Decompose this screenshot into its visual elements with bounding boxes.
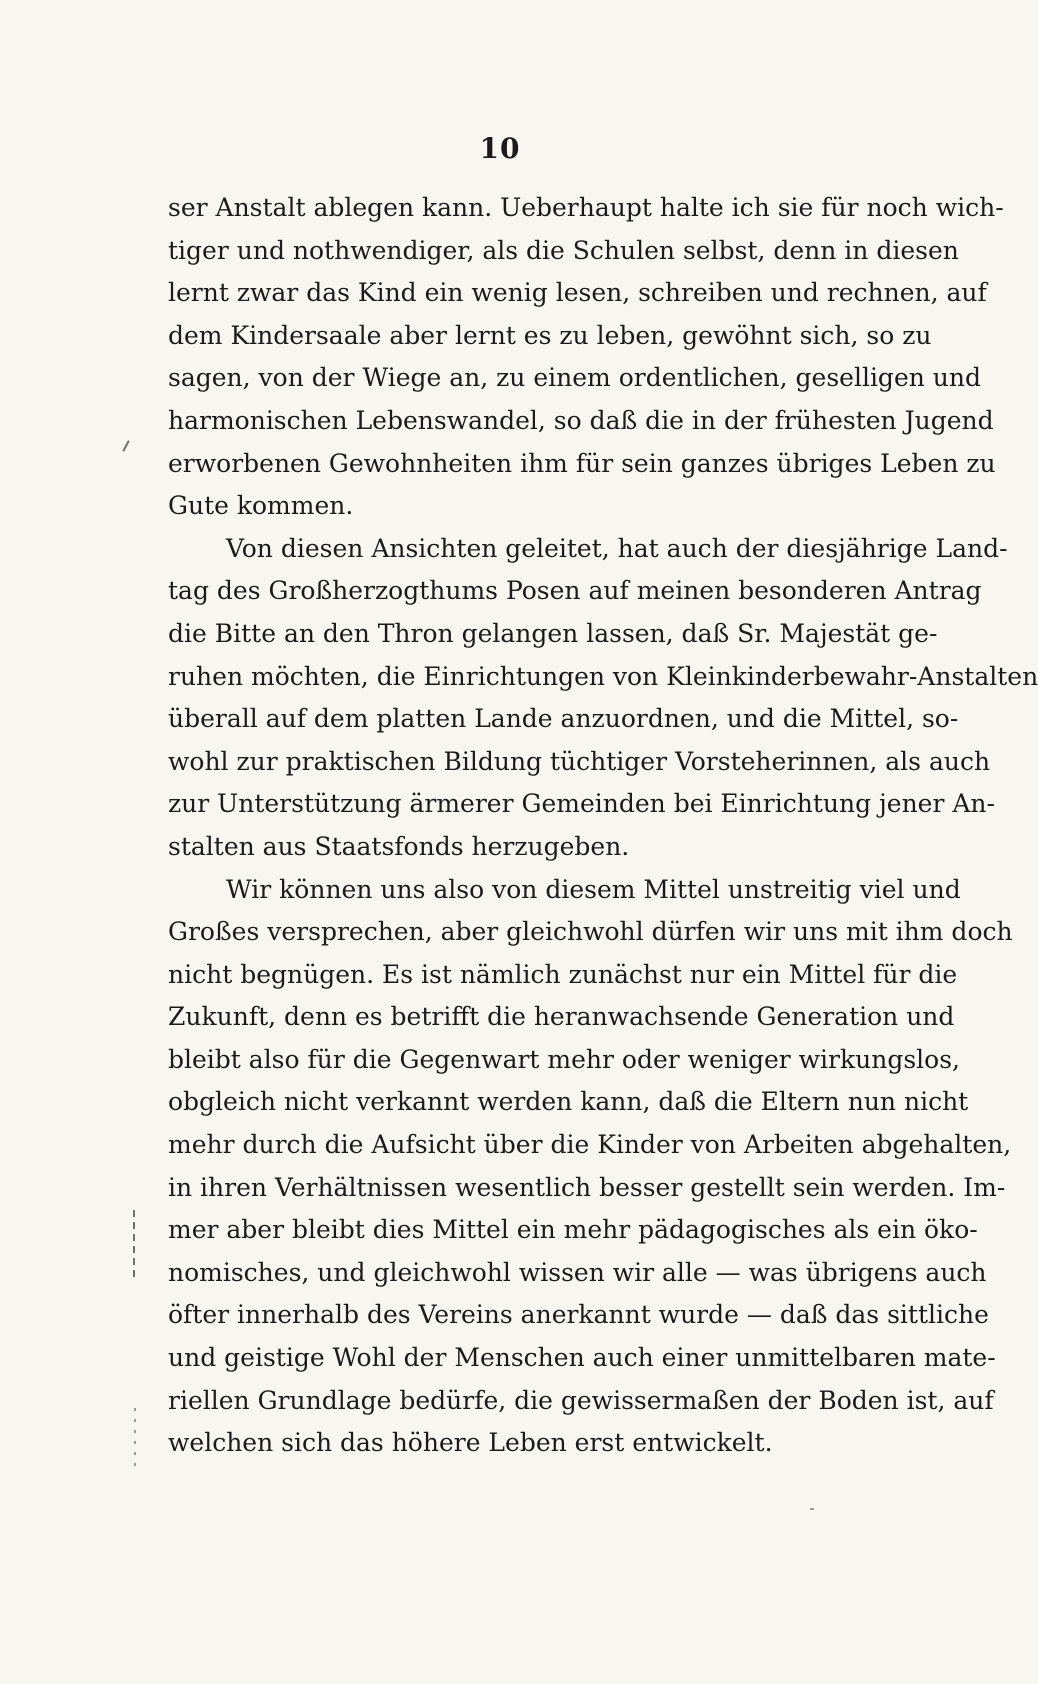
text-line: dem Kindersaale aber lernt es zu leben, gewöhnt sich, so zu <box>168 320 932 350</box>
text-line: Gute kommen. <box>168 491 354 521</box>
text-line: öfter innerhalb des Vereins anerkannt wurde — daß das sittliche <box>168 1300 989 1330</box>
text-line: tag des Großherzogthums Posen auf meinen besonderen Antrag <box>168 576 982 606</box>
text-line: wohl zur praktischen Bildung tüchtiger Vorsteherinnen, als auch <box>168 746 991 776</box>
margin-bar <box>133 1210 135 1280</box>
text-line: Wir können uns also von diesem Mittel unstreitig viel und <box>226 874 961 904</box>
text-line: tiger und nothwendiger, als die Schulen selbst, denn in diesen <box>168 235 959 265</box>
body-text <box>168 187 1038 1465</box>
text-line: in ihren Verhältnissen wesentlich besser gestellt sein werden. Im- <box>168 1172 1006 1202</box>
text-line: obgleich nicht verkannt werden kann, daß die Eltern nun nicht <box>168 1087 969 1117</box>
text-line: welchen sich das höhere Leben erst entwickelt. <box>168 1428 773 1458</box>
text-line: sagen, von der Wiege an, zu einem ordentlichen, geselligen und <box>168 363 981 393</box>
text-line: Von diesen Ansichten geleitet, hat auch der diesjährige Land- <box>226 533 1008 563</box>
page-number: 10 <box>479 132 521 165</box>
margin-tick <box>122 440 129 452</box>
text-line: nomisches, und gleichwohl wissen wir alle — was übrigens auch <box>168 1257 987 1287</box>
margin-marks <box>120 0 150 1684</box>
text-line: Großes versprechen, aber gleichwohl dürfen wir uns mit ihm doch <box>168 917 1013 947</box>
text-line: erworbenen Gewohnheiten ihm für sein ganzes übriges Leben zu <box>168 448 996 478</box>
text-line: lernt zwar das Kind ein wenig lesen, schreiben und rechnen, auf <box>168 278 987 308</box>
text-line: überall auf dem platten Lande anzuordnen, und die Mittel, so- <box>168 704 959 734</box>
text-line: riellen Grundlage bedürfe, die gewissermaßen der Boden ist, auf <box>168 1385 994 1415</box>
text-line: stalten aus Staatsfonds herzugeben. <box>168 831 630 861</box>
text-line: ruhen möchten, die Einrichtungen von Kleinkinderbewahr-Anstalten <box>168 661 1038 691</box>
text-line: Zukunft, denn es betrifft die heranwachsende Generation und <box>168 1002 955 1032</box>
text-line: harmonischen Lebenswandel, so daß die in der frühesten Jugend <box>168 405 994 435</box>
margin-dots <box>134 1408 136 1472</box>
page-speck <box>810 1508 814 1510</box>
text-line: zur Unterstützung ärmerer Gemeinden bei Einrichtung jener An- <box>168 789 995 819</box>
text-line: nicht begnügen. Es ist nämlich zunächst nur ein Mittel für die <box>168 959 958 989</box>
text-line: bleibt also für die Gegenwart mehr oder weniger wirkungslos, <box>168 1044 961 1074</box>
text-line: ser Anstalt ablegen kann. Ueberhaupt halte ich sie für noch wich- <box>168 193 1004 222</box>
text-line: mer aber bleibt dies Mittel ein mehr pädagogisches als ein öko- <box>168 1215 978 1245</box>
text-line: und geistige Wohl der Menschen auch einer unmittelbaren mate- <box>168 1343 996 1373</box>
text-line: mehr durch die Aufsicht über die Kinder von Arbeiten abgehalten, <box>168 1130 1012 1160</box>
text-line: die Bitte an den Thron gelangen lassen, daß Sr. Majestät ge- <box>168 618 938 648</box>
